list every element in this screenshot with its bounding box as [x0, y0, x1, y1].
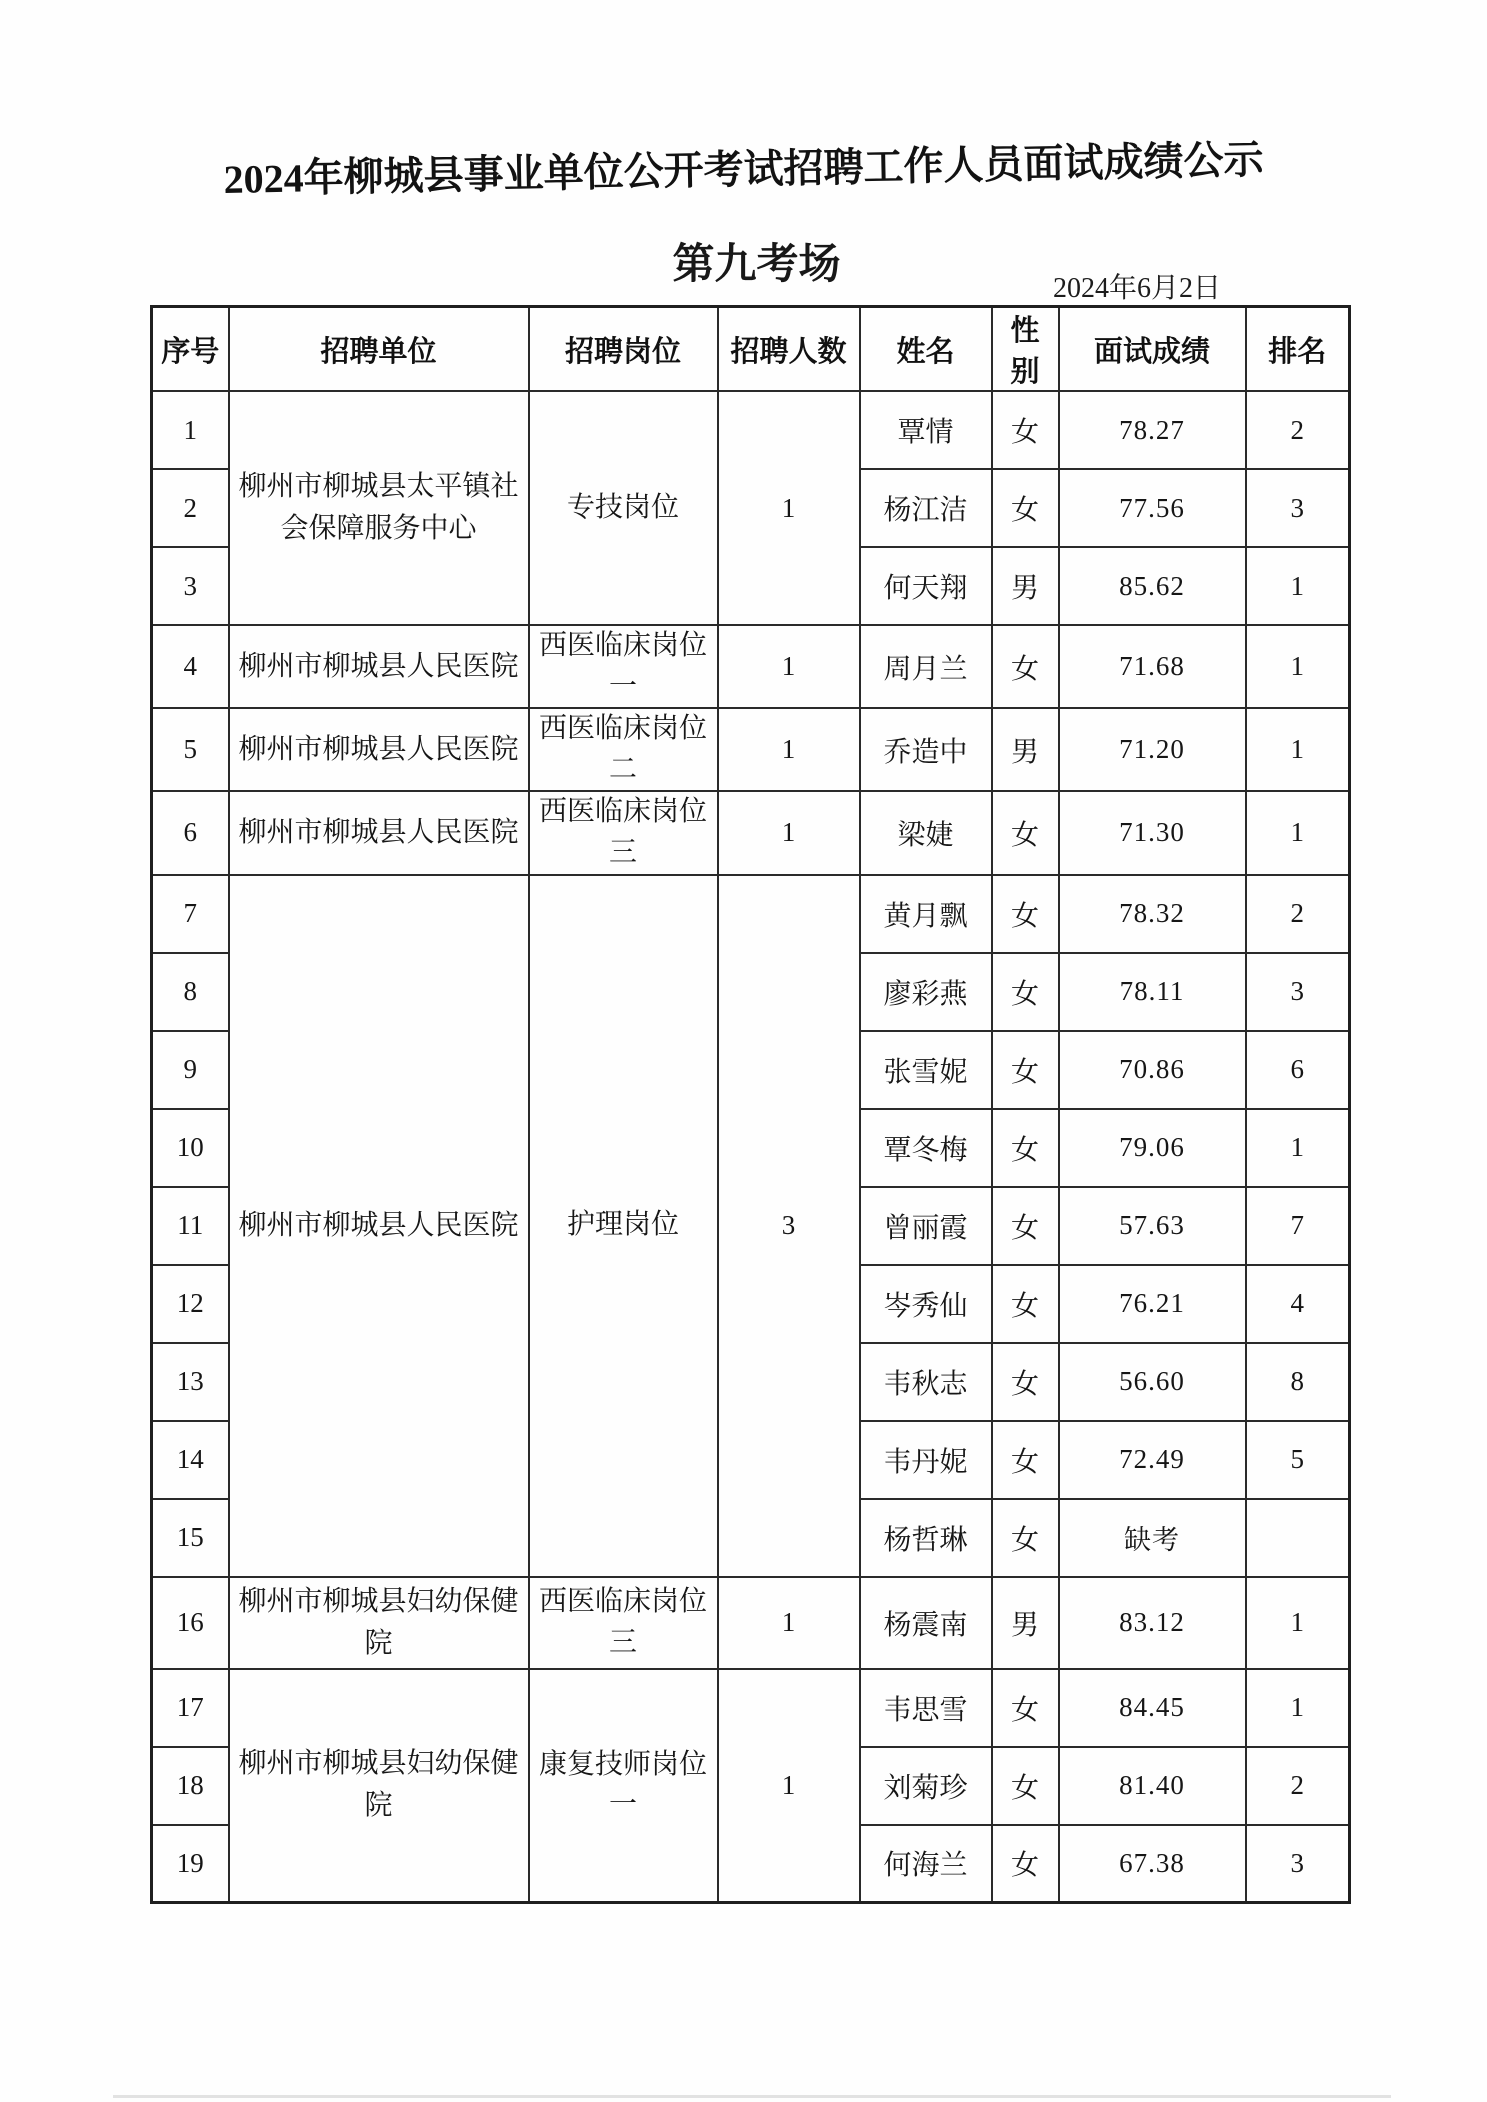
cell-unit: 柳州市柳城县人民医院: [229, 875, 529, 1577]
cell-gender: 女: [992, 875, 1059, 953]
cell-score: 71.20: [1059, 708, 1246, 791]
cell-hires: 1: [718, 1669, 860, 1903]
cell-name: 韦丹妮: [860, 1421, 992, 1499]
cell-score: 78.32: [1059, 875, 1246, 953]
cell-rank: 5: [1246, 1421, 1350, 1499]
cell-rank: 1: [1246, 1109, 1350, 1187]
cell-rank: 8: [1246, 1343, 1350, 1421]
cell-gender: 男: [992, 708, 1059, 791]
cell-gender: 男: [992, 547, 1059, 625]
cell-rank: 7: [1246, 1187, 1350, 1265]
cell-hires: 1: [718, 1577, 860, 1669]
cell-score: 缺考: [1059, 1499, 1246, 1577]
cell-score: 79.06: [1059, 1109, 1246, 1187]
cell-gender: 女: [992, 1747, 1059, 1825]
cell-rank: 2: [1246, 1747, 1350, 1825]
cell-position: 康复技师岗位一: [529, 1669, 718, 1903]
cell-position: 专技岗位: [529, 391, 718, 625]
cell-position: 西医临床岗位一: [529, 625, 718, 708]
cell-no: 13: [152, 1343, 229, 1421]
cell-gender: 女: [992, 1265, 1059, 1343]
cell-no: 1: [152, 391, 229, 469]
cell-rank: 4: [1246, 1265, 1350, 1343]
cell-unit: 柳州市柳城县妇幼保健院: [229, 1577, 529, 1669]
cell-gender: 女: [992, 1421, 1059, 1499]
cell-name: 覃冬梅: [860, 1109, 992, 1187]
header-rank: 排名: [1246, 307, 1350, 392]
cell-gender: 女: [992, 791, 1059, 874]
cell-position: 护理岗位: [529, 875, 718, 1577]
table-row: [152, 708, 1350, 791]
page-title: 2024年柳城县事业单位公开考试招聘工作人员面试成绩公示: [223, 137, 1264, 202]
cell-hires: 1: [718, 625, 860, 708]
cell-unit: 柳州市柳城县太平镇社会保障服务中心: [229, 391, 529, 625]
cell-gender: 女: [992, 953, 1059, 1031]
cell-score: 72.49: [1059, 1421, 1246, 1499]
cell-score: 81.40: [1059, 1747, 1246, 1825]
cell-rank: 1: [1246, 1669, 1350, 1747]
cell-hires: 1: [718, 708, 860, 791]
cell-gender: 女: [992, 391, 1059, 469]
cell-no: 4: [152, 625, 229, 708]
cell-score: 83.12: [1059, 1577, 1246, 1669]
table-row: [152, 875, 1350, 953]
cell-gender: 女: [992, 469, 1059, 547]
cell-no: 17: [152, 1669, 229, 1747]
cell-score: 78.27: [1059, 391, 1246, 469]
cell-name: 韦秋志: [860, 1343, 992, 1421]
page-bottom-scan-line: [113, 2095, 1391, 2098]
cell-no: 19: [152, 1825, 229, 1903]
cell-name: 韦思雪: [860, 1669, 992, 1747]
cell-name: 梁婕: [860, 791, 992, 874]
cell-score: 57.63: [1059, 1187, 1246, 1265]
table-row: [152, 1669, 1350, 1747]
cell-gender: 女: [992, 1343, 1059, 1421]
cell-name: 黄月飘: [860, 875, 992, 953]
cell-no: 10: [152, 1109, 229, 1187]
cell-gender: 女: [992, 1669, 1059, 1747]
cell-gender: 女: [992, 1187, 1059, 1265]
cell-name: 何天翔: [860, 547, 992, 625]
cell-score: 67.38: [1059, 1825, 1246, 1903]
table-row: [152, 391, 1350, 469]
cell-rank: 1: [1246, 791, 1350, 874]
cell-gender: 女: [992, 1031, 1059, 1109]
cell-position: 西医临床岗位二: [529, 708, 718, 791]
header-gender: 性别: [992, 307, 1059, 392]
cell-score: 76.21: [1059, 1265, 1246, 1343]
cell-name: 曾丽霞: [860, 1187, 992, 1265]
cell-rank: 3: [1246, 953, 1350, 1031]
cell-score: 70.86: [1059, 1031, 1246, 1109]
cell-no: 15: [152, 1499, 229, 1577]
cell-no: 16: [152, 1577, 229, 1669]
cell-name: 刘菊珍: [860, 1747, 992, 1825]
cell-name: 乔造中: [860, 708, 992, 791]
cell-hires: 3: [718, 875, 860, 1577]
header-hires: 招聘人数: [718, 307, 860, 392]
cell-no: 9: [152, 1031, 229, 1109]
cell-unit: 柳州市柳城县人民医院: [229, 708, 529, 791]
cell-score: 78.11: [1059, 953, 1246, 1031]
cell-no: 8: [152, 953, 229, 1031]
cell-no: 5: [152, 708, 229, 791]
cell-position: 西医临床岗位三: [529, 791, 718, 874]
cell-no: 7: [152, 875, 229, 953]
cell-unit: 柳州市柳城县人民医院: [229, 625, 529, 708]
header-position: 招聘岗位: [529, 307, 718, 392]
cell-name: 周月兰: [860, 625, 992, 708]
cell-name: 张雪妮: [860, 1031, 992, 1109]
header-score: 面试成绩: [1059, 307, 1246, 392]
cell-name: 覃情: [860, 391, 992, 469]
cell-gender: 女: [992, 625, 1059, 708]
exam-room-subtitle: 第九考场: [672, 242, 841, 288]
cell-gender: 男: [992, 1577, 1059, 1669]
header-no: 序号: [152, 307, 229, 392]
cell-gender: 女: [992, 1109, 1059, 1187]
interview-score-table: [150, 305, 1351, 1904]
cell-score: 71.68: [1059, 625, 1246, 708]
cell-score: 85.62: [1059, 547, 1246, 625]
cell-score: 71.30: [1059, 791, 1246, 874]
table-row: [152, 625, 1350, 708]
cell-rank: 1: [1246, 547, 1350, 625]
cell-gender: 女: [992, 1825, 1059, 1903]
cell-no: 6: [152, 791, 229, 874]
cell-unit: 柳州市柳城县妇幼保健院: [229, 1669, 529, 1903]
cell-rank: 1: [1246, 708, 1350, 791]
cell-no: 18: [152, 1747, 229, 1825]
cell-rank: 1: [1246, 1577, 1350, 1669]
cell-name: 岑秀仙: [860, 1265, 992, 1343]
date-label: 2024年6月2日: [1053, 273, 1222, 304]
cell-no: 2: [152, 469, 229, 547]
cell-score: 56.60: [1059, 1343, 1246, 1421]
cell-score: 77.56: [1059, 469, 1246, 547]
cell-position: 西医临床岗位三: [529, 1577, 718, 1669]
table-row: [152, 1577, 1350, 1669]
cell-name: 杨震南: [860, 1577, 992, 1669]
cell-no: 14: [152, 1421, 229, 1499]
cell-rank: 3: [1246, 1825, 1350, 1903]
cell-rank: 3: [1246, 469, 1350, 547]
cell-name: 廖彩燕: [860, 953, 992, 1031]
cell-rank: 2: [1246, 391, 1350, 469]
table-header-row: [152, 307, 1350, 392]
cell-rank: 2: [1246, 875, 1350, 953]
cell-hires: 1: [718, 791, 860, 874]
cell-name: 杨哲琳: [860, 1499, 992, 1577]
cell-hires: 1: [718, 391, 860, 625]
cell-rank: 1: [1246, 625, 1350, 708]
cell-name: 杨江洁: [860, 469, 992, 547]
cell-score: 84.45: [1059, 1669, 1246, 1747]
cell-no: 11: [152, 1187, 229, 1265]
cell-name: 何海兰: [860, 1825, 992, 1903]
cell-no: 12: [152, 1265, 229, 1343]
header-name: 姓名: [860, 307, 992, 392]
cell-gender: 女: [992, 1499, 1059, 1577]
table-row: [152, 791, 1350, 874]
cell-no: 3: [152, 547, 229, 625]
cell-unit: 柳州市柳城县人民医院: [229, 791, 529, 874]
cell-rank: 6: [1246, 1031, 1350, 1109]
cell-rank: [1246, 1499, 1350, 1577]
header-unit: 招聘单位: [229, 307, 529, 392]
